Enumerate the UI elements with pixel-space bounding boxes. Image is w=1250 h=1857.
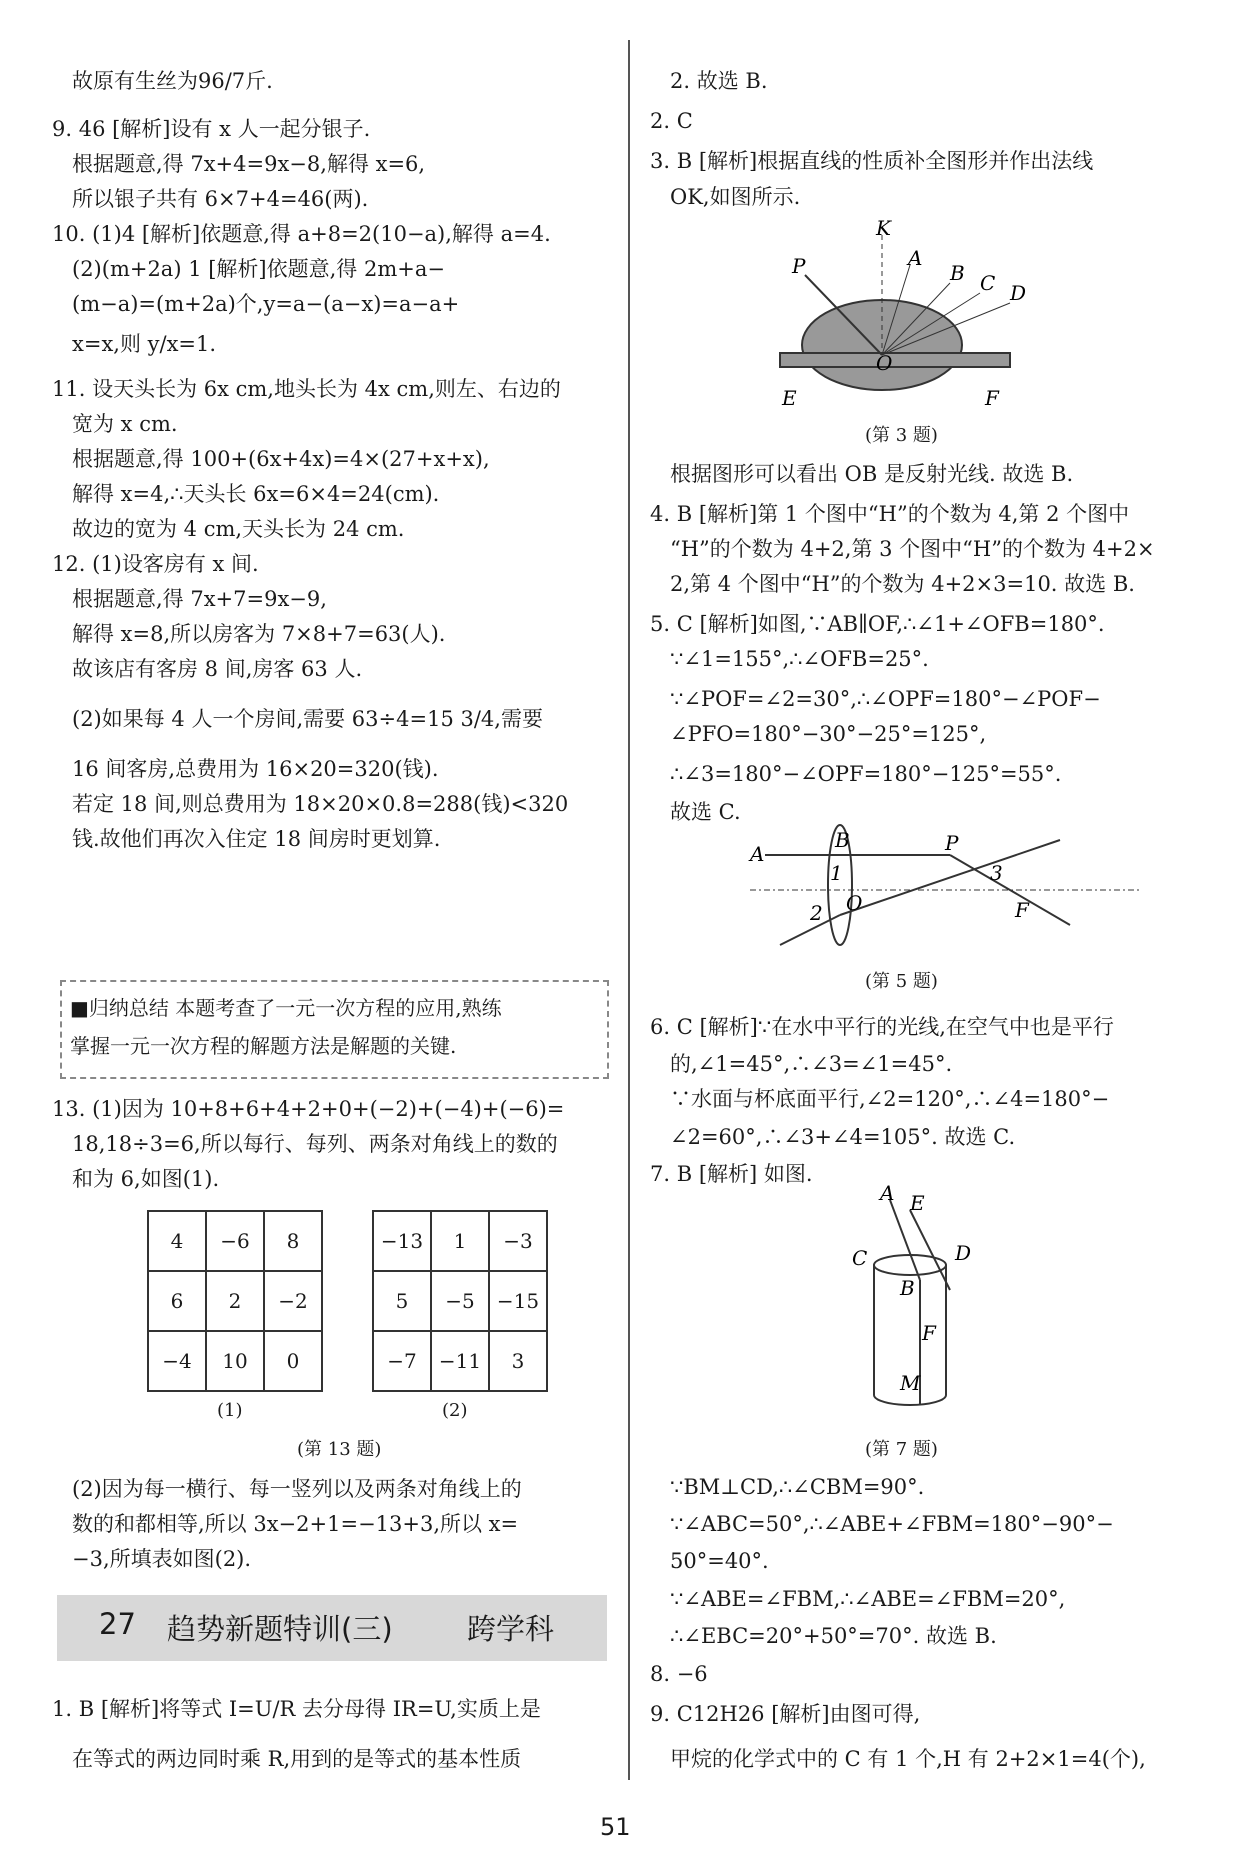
text-line: 5. C [解析]如图,∵AB∥OF,∴∠1+∠OFB=180°. xyxy=(650,612,1105,636)
figure-5-lens-diagram xyxy=(750,828,1150,965)
column-divider xyxy=(628,40,630,1780)
text-line: ∴∠3=180°−∠OPF=180°−125°=55°. xyxy=(670,762,1062,786)
text-line: 3. B [解析]根据直线的性质补全图形并作出法线 xyxy=(650,149,1094,173)
text-line: ∵BM⊥CD,∴∠CBM=90°. xyxy=(670,1475,925,1499)
magic-square-2 xyxy=(372,1210,548,1392)
figure-caption: (第 5 题) xyxy=(865,971,938,992)
text-line: (m−a)=(m+2a)个,y=a−(a−x)=a−a+ xyxy=(72,292,460,316)
grid-cell: 6 xyxy=(148,1271,206,1331)
text-line: 7. B [解析] 如图. xyxy=(650,1162,813,1186)
text-line: 50°=40°. xyxy=(670,1549,769,1573)
text-line: 解得 x=4,∴天头长 6x=6×4=24(cm). xyxy=(72,482,440,506)
text-line: 根据图形可以看出 OB 是反射光线. 故选 B. xyxy=(670,462,1074,486)
fig5-label: 1 xyxy=(830,861,843,885)
text-line: 2. C xyxy=(650,109,693,133)
figure-caption: (第 13 题) xyxy=(297,1439,382,1460)
text-line: 4. B [解析]第 1 个图中“H”的个数为 4,第 2 个图中 xyxy=(650,502,1130,526)
text-line: 钱.故他们再次入住定 18 间房时更划算. xyxy=(72,827,441,851)
text-line: 13. (1)因为 10+8+6+4+2+0+(−2)+(−4)+(−6)= xyxy=(52,1097,565,1121)
fig7-label: A xyxy=(880,1181,895,1205)
text-line: 的,∠1=45°,∴∠3=∠1=45°. xyxy=(670,1052,953,1076)
figure-caption: (第 7 题) xyxy=(865,1439,938,1460)
text-line: ∵∠ABC=50°,∴∠ABE+∠FBM=180°−90°− xyxy=(670,1512,1114,1536)
page-number: 51 xyxy=(600,1813,631,1841)
grid-cell: −2 xyxy=(264,1271,322,1331)
text-line: ∠PFO=180°−30°−25°=125°, xyxy=(670,722,987,746)
text-line: 6. C [解析]∵在水中平行的光线,在空气中也是平行 xyxy=(650,1015,1114,1039)
grid-cell: 3 xyxy=(489,1331,547,1391)
text-line: ∵∠1=155°,∴∠OFB=25°. xyxy=(670,647,929,671)
text-line: 故该店有客房 8 间,房客 63 人. xyxy=(72,657,363,681)
text-line: ∴∠EBC=20°+50°=70°. 故选 B. xyxy=(670,1624,997,1648)
fig5-label: B xyxy=(835,828,850,852)
summary-box xyxy=(60,980,609,1079)
text-line: 9. 46 [解析]设有 x 人一起分银子. xyxy=(52,117,371,141)
text-line: 2,第 4 个图中“H”的个数为 4+2×3=10. 故选 B. xyxy=(670,572,1135,596)
fig5-label: 2 xyxy=(810,901,823,925)
text-line: ∠2=60°,∴∠3+∠4=105°. 故选 C. xyxy=(670,1125,1016,1149)
text-line: ∵∠POF=∠2=30°,∴∠OPF=180°−∠POF− xyxy=(670,687,1101,711)
text-line: 故原有生丝为96/7斤. xyxy=(72,69,273,93)
fig3-label: A xyxy=(908,246,923,270)
section-number: 27 xyxy=(99,1607,136,1641)
fig3-label: E xyxy=(782,386,797,410)
grid-label: (1) xyxy=(217,1400,243,1421)
fig3-label: C xyxy=(980,271,996,295)
text-line: 根据题意,得 100+(6x+4x)=4×(27+x+x), xyxy=(72,447,490,471)
text-line: 10. (1)4 [解析]依题意,得 a+8=2(10−a),解得 a=4. xyxy=(52,222,551,246)
text-line: 1. B [解析]将等式 I=U/R 去分母得 IR=U,实质上是 xyxy=(52,1697,541,1721)
fig7-label: E xyxy=(910,1191,925,1215)
grid-cell: 1 xyxy=(431,1211,489,1271)
grid-cell: −13 xyxy=(373,1211,431,1271)
text-line: 18,18÷3=6,所以每行、每列、两条对角线上的数的 xyxy=(72,1132,558,1156)
fig5-label: O xyxy=(846,891,863,915)
text-line: 故选 C. xyxy=(670,800,741,824)
fig3-label: D xyxy=(1010,281,1027,305)
fig5-label: P xyxy=(945,831,959,855)
text-line: 8. −6 xyxy=(650,1662,708,1686)
grid-cell: −11 xyxy=(431,1331,489,1391)
grid-cell: −3 xyxy=(489,1211,547,1271)
text-line: 11. 设天头长为 6x cm,地头长为 4x cm,则左、右边的 xyxy=(52,377,561,401)
figure-caption: (第 3 题) xyxy=(865,425,938,446)
fig7-label: C xyxy=(852,1246,868,1270)
text-line: ∵∠ABE=∠FBM,∴∠ABE=∠FBM=20°, xyxy=(670,1587,1066,1611)
text-line: 甲烷的化学式中的 C 有 1 个,H 有 2+2×1=4(个), xyxy=(670,1747,1146,1771)
fig3-label: B xyxy=(950,261,965,285)
magic-square-1 xyxy=(147,1210,323,1392)
text-line: 根据题意,得 7x+4=9x−8,解得 x=6, xyxy=(72,152,426,176)
grid-label: (2) xyxy=(442,1400,468,1421)
grid-cell: 2 xyxy=(206,1271,264,1331)
fig3-label: K xyxy=(876,216,891,240)
text-line: 故边的宽为 4 cm,天头长为 24 cm. xyxy=(72,517,405,541)
grid-cell: −7 xyxy=(373,1331,431,1391)
fig7-label: F xyxy=(922,1321,936,1345)
text-line: 9. C12H26 [解析]由图可得, xyxy=(650,1702,921,1726)
text-line: (2)(m+2a) 1 [解析]依题意,得 2m+a− xyxy=(72,257,445,281)
text-line: 解得 x=8,所以房客为 7×8+7=63(人). xyxy=(72,622,446,646)
text-line: 根据题意,得 7x+7=9x−9, xyxy=(72,587,327,611)
text-line: “H”的个数为 4+2,第 3 个图中“H”的个数为 4+2× xyxy=(670,537,1155,561)
fig7-label: D xyxy=(955,1241,972,1265)
figure-7-cylinder-diagram xyxy=(850,1181,1000,1430)
grid-cell: −6 xyxy=(206,1211,264,1271)
section-tag: 跨学科 xyxy=(467,1612,555,1646)
grid-cell: 5 xyxy=(373,1271,431,1331)
text-line: OK,如图所示. xyxy=(670,185,801,209)
fig3-label: F xyxy=(985,386,999,410)
fig7-label: B xyxy=(900,1276,915,1300)
grid-cell: −15 xyxy=(489,1271,547,1331)
fig5-label: 3 xyxy=(990,861,1003,885)
grid-cell: 10 xyxy=(206,1331,264,1391)
text-line: (2)因为每一横行、每一竖列以及两条对角线上的 xyxy=(72,1477,522,1501)
text-line: 若定 18 间,则总费用为 18×20×0.8=288(钱)<320 xyxy=(72,792,569,816)
text-line: 16 间客房,总费用为 16×20=320(钱). xyxy=(72,757,439,781)
text-line: 12. (1)设客房有 x 间. xyxy=(52,552,259,576)
text-line: 所以银子共有 6×7+4=46(两). xyxy=(72,187,369,211)
grid-cell: 0 xyxy=(264,1331,322,1391)
grid-cell: 4 xyxy=(148,1211,206,1271)
text-line: (2)如果每 4 人一个房间,需要 63÷4=15 3/4,需要 xyxy=(72,707,543,731)
text-line: 2. 故选 B. xyxy=(670,69,768,93)
text-line: 宽为 x cm. xyxy=(72,412,178,436)
grid-cell: 8 xyxy=(264,1211,322,1271)
text-line: ∵水面与杯底面平行,∠2=120°,∴∠4=180°− xyxy=(670,1087,1110,1111)
fig7-label: M xyxy=(900,1371,921,1395)
summary-line: ■归纳总结 本题考查了一元一次方程的应用,熟练 xyxy=(70,996,502,1020)
text-line: 和为 6,如图(1). xyxy=(72,1167,220,1191)
section-header xyxy=(57,1595,607,1661)
grid-cell: −5 xyxy=(431,1271,489,1331)
text-line: x=x,则 y/x=1. xyxy=(72,332,217,356)
text-line: 在等式的两边同时乘 R,用到的是等式的基本性质 xyxy=(72,1747,522,1771)
text-line: −3,所填表如图(2). xyxy=(72,1547,252,1571)
text-line: 数的和都相等,所以 3x−2+1=−13+3,所以 x= xyxy=(72,1512,519,1536)
fig5-label: A xyxy=(750,842,765,866)
fig5-label: F xyxy=(1015,898,1029,922)
fig3-label: O xyxy=(876,351,893,375)
fig3-label: P xyxy=(792,254,806,278)
summary-line: 掌握一元一次方程的解题方法是解题的关键. xyxy=(70,1034,457,1058)
section-title: 趋势新题特训(三) xyxy=(167,1612,393,1646)
grid-cell: −4 xyxy=(148,1331,206,1391)
